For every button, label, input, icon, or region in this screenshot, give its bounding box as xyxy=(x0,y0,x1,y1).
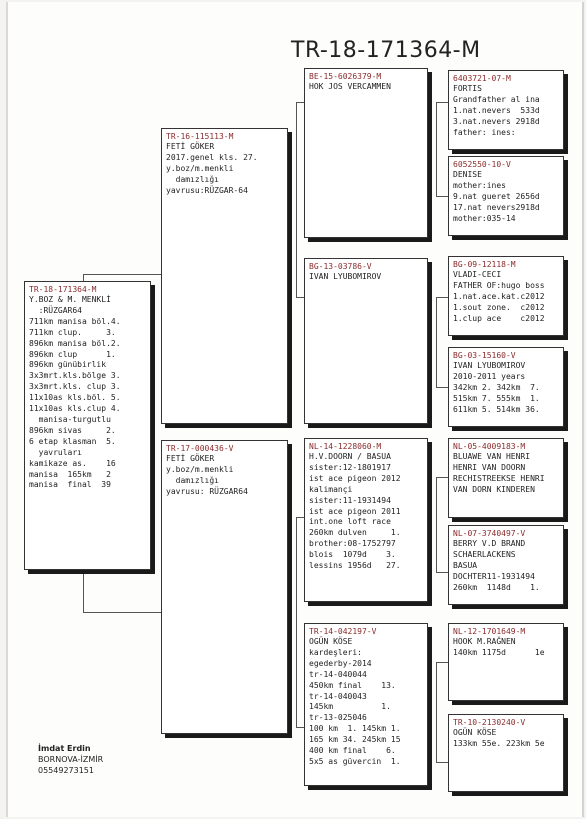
pigeon-card-dam xyxy=(161,440,288,734)
pigeon-card-ssd xyxy=(448,156,564,236)
pigeon-detail-line: manisa final 39 xyxy=(29,480,111,490)
connector-dam xyxy=(296,517,297,727)
pigeon-details xyxy=(453,84,559,139)
pigeon-detail-line: 165 km 34. 245km 15 xyxy=(309,735,401,745)
pigeon-detail-line: FORTIS xyxy=(453,84,482,93)
pigeon-detail-line: 5x5 as güvercin 1. xyxy=(309,756,401,766)
pigeon-detail-line: ist ace pigeon 2011 xyxy=(309,506,401,516)
pigeon-detail-line: 1.clup ace c2012 xyxy=(453,313,545,323)
pigeon-detail-line: manisa 165km 2 xyxy=(29,469,111,479)
breeder-name: İmdat Erdin xyxy=(38,744,91,753)
pigeon-card-root xyxy=(24,281,151,570)
pigeon-detail-line: 11x10as kls.böl. 5. xyxy=(29,393,121,403)
pigeon-card-dds xyxy=(448,623,564,701)
pigeon-details xyxy=(166,454,283,498)
ring-number: BG-09-12118-M xyxy=(453,260,516,269)
pigeon-detail-line: VAN DORN KINDEREN xyxy=(453,484,535,494)
ring-number: TR-17-000436-V xyxy=(166,444,234,453)
ring-number: TR-16-115113-M xyxy=(166,132,234,141)
pigeon-detail-line: manisa-turgutlu xyxy=(29,414,111,424)
page-title: TR-18-171364-M xyxy=(291,38,481,63)
pigeon-details xyxy=(453,270,559,325)
pigeon-detail-line: IVAN LYUBOMIROV xyxy=(453,361,526,370)
breeder-phone: 05549273151 xyxy=(38,766,94,775)
ring-number: NL-07-3740497-V xyxy=(453,529,526,538)
pigeon-detail-line: 611km 5. 514km 36. xyxy=(453,404,540,414)
pigeon-detail-line: blois 1079d 3. xyxy=(309,550,396,560)
pigeon-detail-line: 896km clup 1. xyxy=(29,349,116,359)
ring-number: 6052550-10-V xyxy=(453,160,511,169)
pigeon-card-ds xyxy=(304,438,428,602)
pigeon-detail-line: y.boz/m.menkli xyxy=(166,464,234,474)
connector-dd xyxy=(436,662,437,762)
pigeon-detail-line: 515km 7. 555km 1. xyxy=(453,393,540,403)
pigeon-detail-line: 711km clup. 3. xyxy=(29,327,116,337)
pigeon-detail-line: brother:08-1752797 xyxy=(309,539,396,549)
pigeon-details xyxy=(309,272,423,283)
ring-number: TR-14-042197-V xyxy=(309,627,377,636)
breeder-info xyxy=(38,743,103,776)
connector-sire xyxy=(296,102,297,297)
pigeon-details xyxy=(166,142,283,197)
pigeon-detail-line: 260km dulven 1. xyxy=(309,528,401,538)
pigeon-details xyxy=(453,728,559,750)
pigeon-detail-line: OGÜN KÖSE xyxy=(453,728,497,737)
pigeon-detail-line: tr-14-040044 xyxy=(309,669,367,679)
pigeon-detail-line: 400 km final 6. xyxy=(309,746,396,756)
pigeon-details xyxy=(29,295,146,491)
ring-number: BG-03-15160-V xyxy=(453,351,516,360)
pigeon-details xyxy=(453,452,559,496)
pigeon-detail-line: egederby-2014 xyxy=(309,658,372,668)
pigeon-detail-line: Y.BOZ & M. MENKLİ xyxy=(29,295,111,304)
pigeon-detail-line: 145km 1. xyxy=(309,702,391,712)
pigeon-detail-line: sister:11-1931494 xyxy=(309,495,391,505)
pigeon-card-ddd xyxy=(448,714,564,792)
pigeon-detail-line: 3.nat.nevers 2918d xyxy=(453,116,540,126)
pigeon-detail-line: SCHAERLACKENS xyxy=(453,549,516,559)
pigeon-card-sss xyxy=(448,70,564,150)
pigeon-detail-line: damızlığı xyxy=(166,174,219,184)
pigeon-detail-line: 2010-2011 years xyxy=(453,371,526,381)
pigeon-details xyxy=(453,170,559,225)
pigeon-details xyxy=(453,361,559,416)
ring-number: TR-10-2130240-V xyxy=(453,718,526,727)
pigeon-detail-line: yavruları xyxy=(29,447,82,457)
pigeon-detail-line: HOOK M.RAĞNEN xyxy=(453,637,516,646)
pigeon-detail-line: OGÜN KÖSE xyxy=(309,637,353,646)
pigeon-detail-line: 6 etap klasman 5. xyxy=(29,436,116,446)
pigeon-detail-line: 896km günübirlik xyxy=(29,360,107,370)
pigeon-detail-line: 1.nat.nevers 533d xyxy=(453,105,540,115)
pigeon-detail-line: VLADI-CECI xyxy=(453,270,502,279)
pigeon-detail-line: 896km sivas 2. xyxy=(29,425,116,435)
pigeon-detail-line: 17.nat nevers2918d xyxy=(453,202,540,212)
pigeon-card-dd xyxy=(304,623,428,786)
pigeon-card-dss xyxy=(448,438,564,518)
pigeon-detail-line: kalimançi xyxy=(309,484,353,494)
pigeon-detail-line: lessins 1956d 27. xyxy=(309,561,401,571)
connector-root-dam xyxy=(83,572,84,612)
connector-sd xyxy=(436,297,437,387)
pedigree-sheet xyxy=(6,2,584,817)
pigeon-detail-line: H.V.DOORN / BASUA xyxy=(309,452,391,461)
connector-ss xyxy=(436,102,437,196)
pigeon-detail-line: 3x3mrt.kls.bölge 3. xyxy=(29,371,121,381)
pigeon-detail-line: mother:ines xyxy=(453,180,506,190)
ring-number: BE-15-6026379-M xyxy=(309,72,382,81)
pigeon-detail-line: 260km 1148d 1. xyxy=(453,582,540,592)
pigeon-detail-line: IVAN LYUBOMIROV xyxy=(309,272,382,281)
pigeon-detail-line: :RÜZGAR64 xyxy=(29,305,82,315)
pigeon-detail-line: damızlığı xyxy=(166,475,219,485)
pigeon-detail-line: FETİ GÖKER xyxy=(166,142,215,151)
pigeon-detail-line: DOCHTER11-1931494 xyxy=(453,571,535,581)
pigeon-detail-line: ist ace pigeon 2012 xyxy=(309,473,401,483)
pigeon-detail-line: FATHER OF:hugo boss xyxy=(453,280,545,290)
pigeon-detail-line: HENRI VAN DOORN xyxy=(453,462,526,472)
connector-ds xyxy=(436,477,437,572)
pigeon-detail-line: 342km 2. 342km 7. xyxy=(453,382,540,392)
pigeon-detail-line: BERRY V.D BRAND xyxy=(453,539,526,548)
pigeon-detail-line: y.boz/m.menkli xyxy=(166,163,234,173)
pigeon-detail-line: 9.nat gueret 2656d xyxy=(453,191,540,201)
pigeon-details xyxy=(309,637,423,768)
pigeon-detail-line: 450km final 13. xyxy=(309,680,396,690)
pigeon-detail-line: Grandfather al ina xyxy=(453,94,540,104)
pigeon-card-ss xyxy=(304,68,428,238)
pigeon-card-sire xyxy=(161,128,288,424)
pigeon-detail-line: 100 km 1. 145km 1. xyxy=(309,724,401,734)
pigeon-detail-line: yavrusu:RÜZGAR-64 xyxy=(166,185,248,195)
pigeon-detail-line: BASUA xyxy=(453,560,478,570)
pigeon-detail-line: mother:035-14 xyxy=(453,213,516,223)
pigeon-detail-line: 140km 1175d 1e xyxy=(453,647,545,657)
pigeon-detail-line: FETİ GÖKER xyxy=(166,454,215,463)
pigeon-card-sdd xyxy=(448,347,564,427)
pigeon-detail-line: father: ines: xyxy=(453,127,516,137)
ring-number: 6403721-07-M xyxy=(453,74,511,83)
ring-number: NL-14-1228060-M xyxy=(309,442,382,451)
pigeon-detail-line: sister:12-1801917 xyxy=(309,462,391,472)
pigeon-card-dsd xyxy=(448,525,564,605)
pigeon-detail-line: RECHISTREEKSE HENRI xyxy=(453,473,545,483)
pigeon-detail-line: int.one loft race xyxy=(309,517,391,527)
pigeon-card-sd xyxy=(304,258,428,424)
pigeon-detail-line: tr-14-040043 xyxy=(309,691,367,701)
pigeon-details xyxy=(309,82,423,93)
pigeon-detail-line: 1.sout zone. c2012 xyxy=(453,302,545,312)
pigeon-detail-line: DENISE xyxy=(453,170,482,179)
connector-root-sire-h xyxy=(83,274,167,275)
pigeon-detail-line: 711km manisa böl.4. xyxy=(29,316,121,326)
ring-number: NL-05-4009183-M xyxy=(453,442,526,451)
breeder-city: BORNOVA-İZMİR xyxy=(38,755,104,764)
pigeon-detail-line: kamikaze as. 16 xyxy=(29,458,116,468)
pigeon-details xyxy=(453,637,559,659)
ring-number: BG-13-03786-V xyxy=(309,262,372,271)
pigeon-detail-line: yavrusu: RÜZGAR64 xyxy=(166,486,248,496)
pigeon-detail-line: tr-13-025046 xyxy=(309,713,367,723)
pigeon-detail-line: kardeşleri: xyxy=(309,647,362,657)
ring-number: TR-18-171364-M xyxy=(29,285,97,294)
pigeon-detail-line: 3x3mrt.kls. clup 3. xyxy=(29,382,121,392)
pigeon-detail-line: 1.nat.ace.kat.c2012 xyxy=(453,291,545,301)
ring-number: NL-12-1701649-M xyxy=(453,627,526,636)
pigeon-detail-line: 133km 55e. 223km 5e xyxy=(453,738,545,748)
pigeon-detail-line: HOK JOS VERCAMMEN xyxy=(309,82,391,91)
pigeon-detail-line: 2017.genel kls. 27. xyxy=(166,152,258,162)
connector-root-dam-h xyxy=(83,612,167,613)
pigeon-detail-line: 11x10as kls.clup 4. xyxy=(29,404,121,414)
pigeon-details xyxy=(453,539,559,594)
pigeon-detail-line: 896km manisa böl.2. xyxy=(29,338,121,348)
pigeon-details xyxy=(309,452,423,572)
pigeon-card-sds xyxy=(448,256,564,336)
pigeon-detail-line: BLUAWE VAN HENRI xyxy=(453,452,531,461)
